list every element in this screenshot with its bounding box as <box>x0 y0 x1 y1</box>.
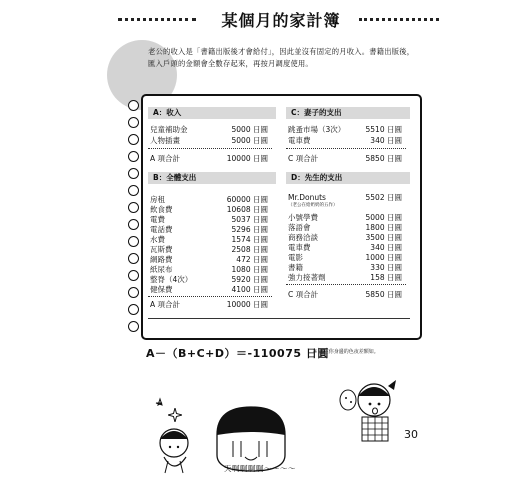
notebook-ring <box>128 134 139 145</box>
ledger-row <box>288 243 402 253</box>
item-amount: 1574 日圓 <box>231 235 268 244</box>
item-name: 電話費 <box>150 225 173 234</box>
item-name: 兒童補助金 <box>150 125 188 134</box>
intro-text <box>148 46 438 70</box>
dotted-separator <box>286 148 406 149</box>
ledger-row <box>150 245 268 255</box>
balance-footnote: ※ 都在你身邊的色夜差額如。 <box>313 349 379 355</box>
section-d-header: D：先生的支出 <box>286 172 410 184</box>
ledger-row <box>150 235 268 245</box>
section-d-total-row <box>288 290 402 300</box>
item-amount: 5037 日圓 <box>231 215 268 224</box>
ledger-row <box>150 285 268 295</box>
section-c-header: C：妻子的支出 <box>286 107 410 119</box>
item-name: 小號學費 <box>288 213 318 222</box>
title-row <box>0 6 520 34</box>
section-c-total-row <box>288 154 402 164</box>
item-name: 人物插畫 <box>150 136 180 145</box>
notebook-ring <box>128 304 139 315</box>
item-amount: 5296 日圓 <box>231 225 268 234</box>
item-amount: 340 日圓 <box>370 243 402 252</box>
item-amount: 5510 日圓 <box>365 125 402 134</box>
intro-line-1: 老公的收入是「書籍出版後才會給付」，因此並沒有固定的月收入。書籍出版後， <box>148 47 415 56</box>
item-amount: 1800 日圓 <box>365 223 402 232</box>
section-a-total-row <box>150 154 268 164</box>
ledger-row <box>150 255 268 265</box>
total-label: A 項合計 <box>150 154 181 163</box>
sparkle-icon <box>168 408 182 422</box>
total-label: C 項合計 <box>288 154 319 163</box>
total-amount: 5850 日圓 <box>365 290 402 299</box>
item-name: 強力接著劑 <box>288 273 326 282</box>
item-amount: 472 日圓 <box>236 255 268 264</box>
dotted-separator <box>148 296 272 297</box>
ledger-row <box>288 263 402 273</box>
section-b-total-row <box>150 300 268 310</box>
item-amount: 5000 日圓 <box>365 213 402 222</box>
item-amount: 1080 日圓 <box>231 265 268 274</box>
notebook-ring <box>128 321 139 332</box>
section-a-header: A：收入 <box>148 107 276 119</box>
title-dots-right <box>359 18 439 21</box>
ledger-row <box>150 275 268 285</box>
item-name: 商務洽談 <box>288 233 318 242</box>
dotted-separator <box>148 148 272 149</box>
item-amount: 340 日圓 <box>370 136 402 145</box>
item-amount: 5920 日圓 <box>231 275 268 284</box>
balance-formula: A－（B+C+D）＝-110075 日圓 <box>146 347 329 360</box>
item-name: 整脊（4次） <box>150 275 193 284</box>
item-name: 跳蚤市場（3次） <box>288 125 346 134</box>
ledger-row <box>150 195 268 205</box>
item-name: 電車費 <box>288 136 311 145</box>
ledger-row <box>150 125 268 135</box>
ledger-row <box>288 125 402 135</box>
total-label: A 項合計 <box>150 300 181 309</box>
item-name: 電費 <box>150 215 165 224</box>
total-amount: 10000 日圓 <box>226 300 268 309</box>
ledger-row <box>288 253 402 263</box>
item-note: （老公在給奶奶的五作） <box>288 203 338 208</box>
ledger-row <box>288 213 402 223</box>
item-name: 健保費 <box>150 285 173 294</box>
page-number: 30 <box>404 428 418 441</box>
shocked-character-illustration <box>328 372 408 452</box>
item-name: 飲食費 <box>150 205 173 214</box>
item-amount: 5000 日圓 <box>231 136 268 145</box>
item-name: 書籍 <box>288 263 303 272</box>
ledger-row <box>150 265 268 275</box>
notebook-ring <box>128 151 139 162</box>
total-amount: 5850 日圓 <box>365 154 402 163</box>
item-name: 房租 <box>150 195 165 204</box>
ledger-row <box>288 136 402 146</box>
item-name: 電車費 <box>288 243 311 252</box>
item-name: Mr.Donuts <box>288 193 326 202</box>
item-amount: 5502 日圓 <box>365 193 402 202</box>
item-amount: 60000 日圓 <box>226 195 268 204</box>
title-dots-left <box>118 18 196 21</box>
item-name: 水費 <box>150 235 165 244</box>
ledger-row <box>288 193 402 203</box>
item-amount: 5000 日圓 <box>231 125 268 134</box>
item-name: 紙尿布 <box>150 265 173 274</box>
notebook-ring <box>128 270 139 281</box>
notebook-ring <box>128 117 139 128</box>
item-amount: 3500 日圓 <box>365 233 402 242</box>
ledger-row <box>288 223 402 233</box>
notebook-ring <box>128 236 139 247</box>
ledger-row <box>150 215 268 225</box>
total-label: C 項合計 <box>288 290 319 299</box>
ledger-row <box>288 273 402 283</box>
dotted-separator <box>286 284 406 285</box>
notebook-ring <box>128 219 139 230</box>
ledger-row <box>150 205 268 215</box>
item-amount: 4100 日圓 <box>231 285 268 294</box>
item-amount: 10608 日圓 <box>226 205 268 214</box>
notebook-ring <box>128 287 139 298</box>
section-b-header: B：全體支出 <box>148 172 276 184</box>
item-name: 瓦斯費 <box>150 245 173 254</box>
item-name: 電影 <box>288 253 303 262</box>
page-title: 某個月的家計簿 <box>221 11 341 30</box>
item-amount: 1000 日圓 <box>365 253 402 262</box>
item-name: 網路費 <box>150 255 173 264</box>
item-amount: 2508 日圓 <box>231 245 268 254</box>
item-amount: 330 日圓 <box>370 263 402 272</box>
notebook-bottom-rule <box>148 318 410 319</box>
notebook-ring <box>128 253 139 264</box>
total-amount: 10000 日圓 <box>226 154 268 163</box>
scream-caption: 天啊啊啊啊～～～～ <box>224 464 296 473</box>
ledger-row <box>288 233 402 243</box>
notebook-ring <box>128 168 139 179</box>
item-name: 落語會 <box>288 223 311 232</box>
ledger-row <box>150 225 268 235</box>
intro-line-2: 匯入戶頭的金額會全數存起來，再按月調度使用。 <box>148 59 313 68</box>
notebook-ring <box>128 202 139 213</box>
item-amount: 158 日圓 <box>370 273 402 282</box>
notebook-ring <box>128 185 139 196</box>
ledger-row <box>150 136 268 146</box>
notebook-ring <box>128 100 139 111</box>
